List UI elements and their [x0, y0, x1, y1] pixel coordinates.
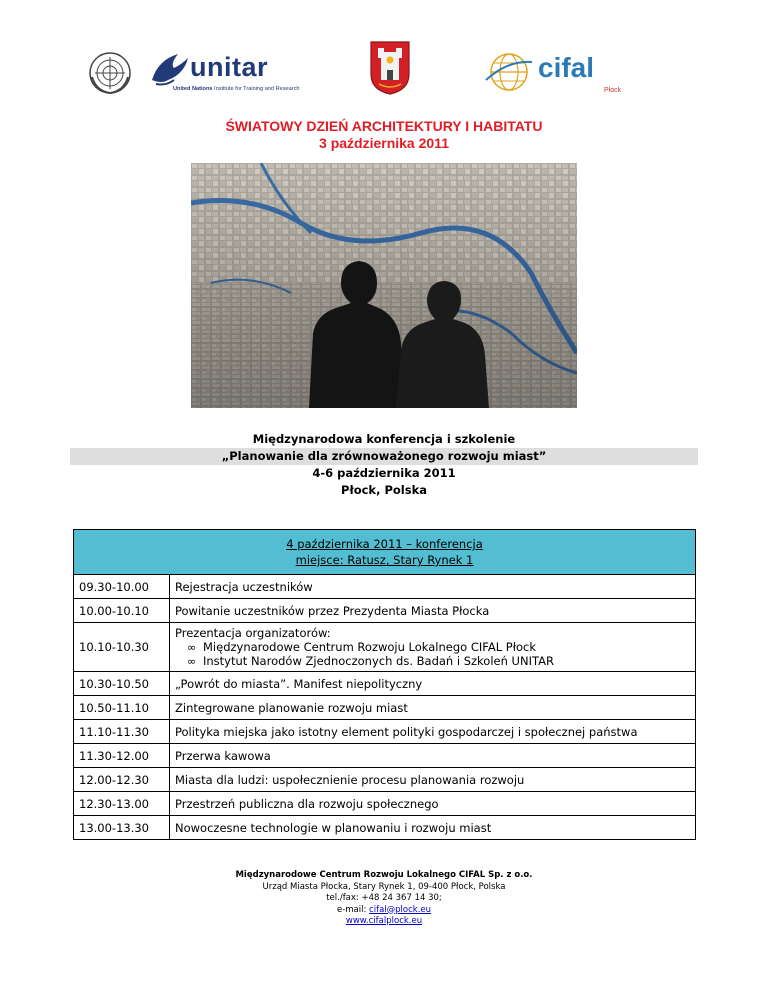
agenda-day: 4 października 2011 – konferencja	[286, 537, 483, 551]
table-row	[74, 672, 696, 696]
un-emblem-icon	[88, 51, 132, 95]
conference-info	[0, 431, 768, 499]
list-item: ∞ Międzynarodowe Centrum Rozwoju Lokalnego CIFAL Płock	[187, 640, 690, 654]
row-activity: Nowoczesne technologie w planowaniu i rozwoju miast	[170, 816, 696, 840]
row-activity	[170, 623, 696, 672]
unitar-bird-icon	[148, 50, 190, 90]
row-time: 10.50-11.10	[74, 696, 170, 720]
website-link[interactable]: www.cifalplock.eu	[345, 916, 423, 926]
table-row	[74, 792, 696, 816]
footer	[0, 870, 768, 928]
row-activity: Przerwa kawowa	[170, 744, 696, 768]
row-time: 12.30-13.00	[74, 792, 170, 816]
conference-dates: 4-6 października 2011	[312, 466, 456, 480]
row-activity: Zintegrowane planowanie rozwoju miast	[170, 696, 696, 720]
plock-crest-icon	[369, 40, 411, 96]
row-activity: Polityka miejska jako istotny element polityki gospodarczej i społecznej państwa	[170, 720, 696, 744]
table-row	[74, 623, 696, 672]
table-row	[74, 816, 696, 840]
conference-location: Płock, Polska	[341, 483, 427, 497]
event-date: 3 października 2011	[319, 135, 449, 151]
logo-bar	[0, 38, 768, 110]
list-item: ∞ Instytut Narodów Zjednoczonych ds. Badań i Szkoleń UNITAR	[187, 654, 690, 668]
cifal-city: Płock	[604, 87, 622, 94]
row-time: 11.10-11.30	[74, 720, 170, 744]
cifal-wordmark: cifal	[538, 52, 595, 83]
email-link[interactable]: cifal@plock.eu	[369, 904, 432, 915]
organizer-list	[175, 640, 690, 668]
footer-email-line: e-mail: cifal@plock.eu	[336, 904, 432, 915]
footer-address: Urząd Miasta Płocka, Stary Rynek 1, 09-400 Płock, Polska	[262, 881, 506, 892]
row-time: 10.00-10.10	[74, 599, 170, 623]
table-row	[74, 744, 696, 768]
row-time: 12.00-12.30	[74, 768, 170, 792]
table-row	[74, 575, 696, 599]
table-row	[74, 768, 696, 792]
row-time: 09.30-10.00	[74, 575, 170, 599]
agenda-table	[73, 529, 696, 840]
row-activity: Miasta dla ludzi: uspołecznienie procesu planowania rozwoju	[170, 768, 696, 792]
row-activity: Powitanie uczestników przez Prezydenta Miasta Płocka	[170, 599, 696, 623]
row-activity-title: Prezentacja organizatorów:	[175, 626, 331, 640]
city-model-photo	[191, 163, 577, 408]
row-activity: Rejestracja uczestników	[170, 575, 696, 599]
table-row	[74, 696, 696, 720]
conference-type: Międzynarodowa konferencja i szkolenie	[252, 432, 516, 446]
table-row	[74, 720, 696, 744]
row-activity: Przestrzeń publiczna dla rozwoju społecznego	[170, 792, 696, 816]
conference-name: „Planowanie dla zrównoważonego rozwoju miast”	[70, 448, 698, 465]
row-time: 11.30-12.00	[74, 744, 170, 768]
agenda-venue: miejsce: Ratusz, Stary Rynek 1	[295, 553, 474, 567]
table-row	[74, 599, 696, 623]
unitar-wordmark: unitar	[190, 52, 269, 82]
row-time: 10.10-10.30	[74, 623, 170, 672]
row-time: 10.30-10.50	[74, 672, 170, 696]
event-title: ŚWIATOWY DZIEŃ ARCHITEKTURY I HABITATU	[225, 118, 543, 134]
unitar-tagline: United Nations Institute for Training and Research	[173, 86, 300, 92]
agenda-header-row	[74, 530, 696, 575]
footer-phone: tel./fax: +48 24 367 14 30;	[326, 893, 442, 903]
row-time: 13.00-13.30	[74, 816, 170, 840]
cifal-globe-icon	[484, 50, 534, 94]
footer-org: Międzynarodowe Centrum Rozwoju Lokalnego CIFAL Sp. z o.o.	[235, 870, 533, 880]
agenda-header	[74, 530, 696, 575]
row-activity: „Powrót do miasta”. Manifest niepolityczny	[170, 672, 696, 696]
